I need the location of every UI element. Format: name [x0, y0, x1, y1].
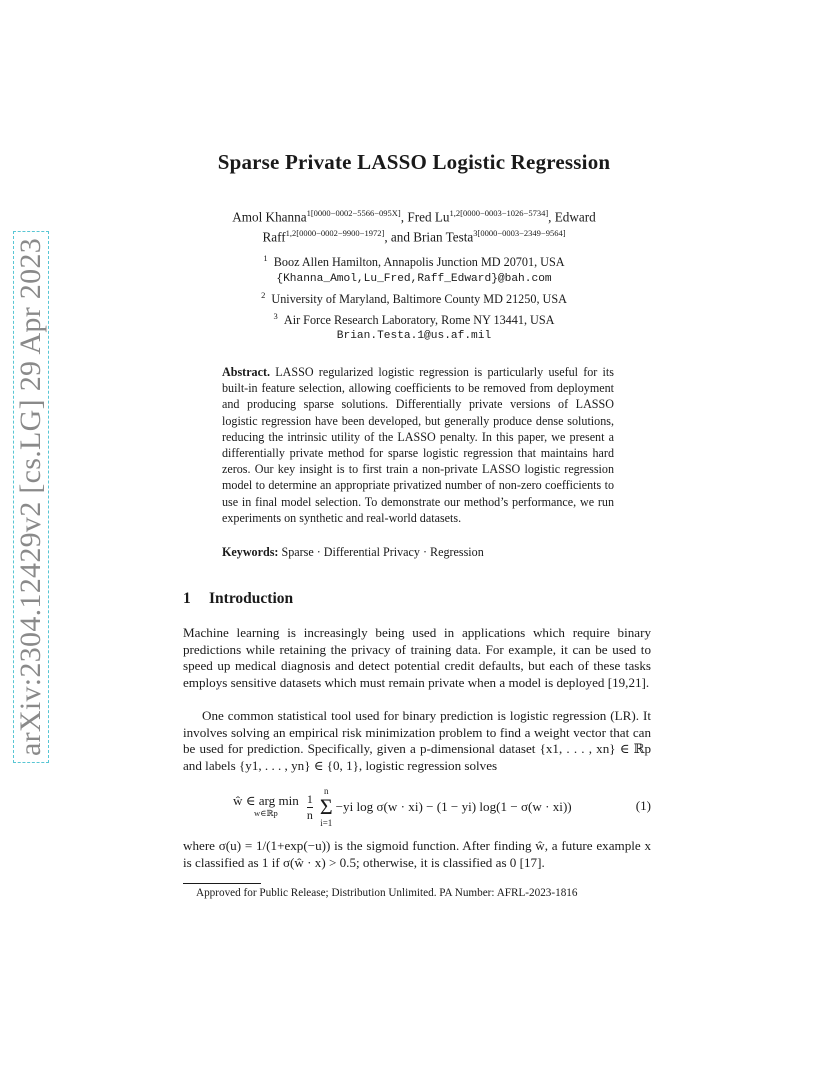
author-name: Amol Khanna [232, 209, 307, 225]
arxiv-stamp [12, 237, 50, 757]
keywords [222, 545, 614, 560]
arxiv-identifier: arXiv:2304.12429v2 [cs.LG] 29 Apr 2023 [13, 231, 49, 763]
author-orcid: 3[0000−0003−2349−9564] [473, 228, 566, 239]
intro-paragraph-1: Machine learning is increasingly being used in applications which require binary predictions while retaining the privacy of training data. For example, it can be used to speed up medical diagnosis and detect potential credit defaults, but each of these tasks employs sensitive datasets which must remain private when a model is deployed [19,21]. [183, 625, 651, 690]
abstract-text: LASSO regularized logistic regression is particularly useful for its built-in feature selection, allowing coefficients to be removed from deployment and producing sparse solutions. Differentially private versions of LASSO logistic regression have been developed, but generally produce dense solutions, reducing the intrinsic utility of the LASSO penalty. In this paper, we present a differentially private method for sparse logistic regression that maintains hard zeros. Our key insight is to first train a non-private LASSO logistic regression model to determine an appropriate privatized number of non-zero coefficients to use in final model selection. To demonstrate our method’s performance, we run experiments on synthetic and real-world datasets. [222, 365, 614, 525]
eq-body: −yi log σ(w · xi) − (1 − yi) log(1 − σ(w · xi)) [335, 799, 572, 814]
author-name: , Edward [548, 209, 596, 225]
intro-paragraph-3: where σ(u) = 1/(1+exp(−u)) is the sigmoid function. After finding ŵ, a future example x is classified as 1 if σ(ŵ · x) > 0.5; otherwise, it is classified as 0 [17]. [183, 838, 651, 870]
keywords-label: Keywords: [222, 545, 279, 559]
affiliation-line: $^1$ Booz Allen Hamilton, Annapolis Junction MD 20701, USA [263, 253, 565, 270]
author-line-1 [184, 205, 644, 225]
author-name: , Fred Lu [400, 209, 450, 225]
affiliation-line: $^3$ Air Force Research Laboratory, Rome NY 13441, USA [273, 310, 555, 327]
affiliation-email: Brian.Testa.1@us.af.mil [336, 330, 492, 343]
eq-argmin: ŵ ∈ arg min w∈ℝp [233, 793, 299, 818]
footnote: Approved for Public Release; Distribution Unlimited. PA Number: AFRL-2023-1816 [196, 887, 578, 899]
author-name: Raff [262, 229, 286, 245]
paper-title: Sparse Private LASSO Logistic Regression [217, 150, 611, 174]
equation-1 [183, 786, 651, 828]
author-name: , and Brian Testa [384, 229, 474, 245]
intro-paragraph-2: One common statistical tool used for binary prediction is logistic regression (LR). It involves solving an empirical risk minimization problem to find a weight vector that can be used for prediction. Specifically, given a p-dimensional dataset {x1, . . . , xn} ∈ ℝp and labels {y1, . . . , yn} ∈ {0, 1}, logistic regression solves [183, 708, 651, 773]
footnote-rule [183, 883, 261, 884]
section-title: Introduction [209, 590, 294, 607]
eq-summation: n Σ i=1 [319, 786, 333, 828]
equation-number: (1) [635, 798, 651, 813]
author-list [184, 205, 644, 246]
abstract-label: Abstract. [222, 365, 271, 379]
abstract [222, 364, 614, 526]
keywords-text: Sparse · Differential Privacy · Regression [281, 545, 484, 559]
author-orcid: 1,2[0000−0003−1026−5734] [449, 208, 549, 218]
affiliations [184, 250, 644, 345]
eq-fraction: $\frac{1}{n}$ [306, 791, 313, 822]
affiliation-email: {Khanna_Amol,Lu_Fred,Raff_Edward}@bah.com [276, 272, 552, 285]
affiliation-line: $^2$ University of Maryland, Baltimore County MD 21250, USA [261, 290, 567, 307]
author-orcid: 1,2[0000−0002−9900−1972] [285, 228, 385, 239]
author-orcid: 1[0000−0002−5566−095X] [306, 208, 401, 218]
author-line-2 [184, 225, 644, 245]
section-number: 1 [183, 590, 191, 607]
section-heading [183, 590, 293, 608]
